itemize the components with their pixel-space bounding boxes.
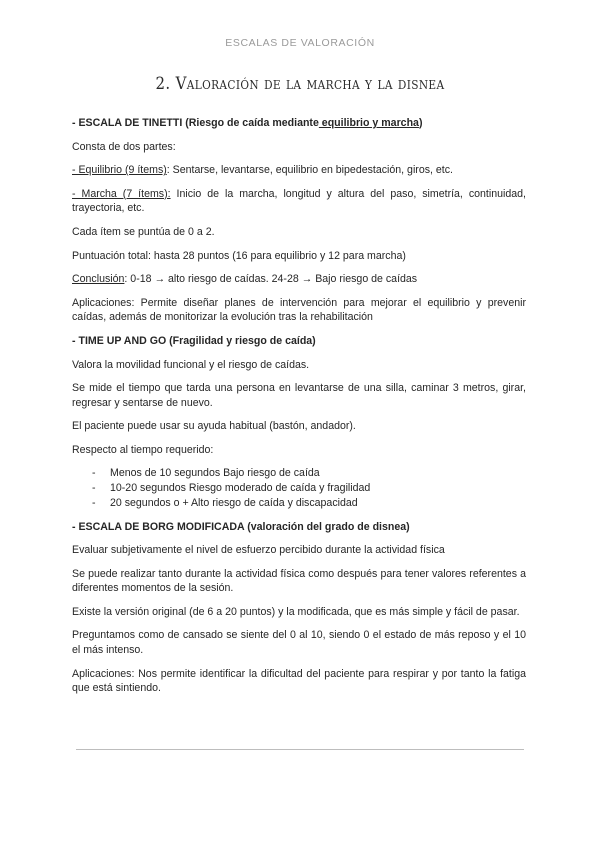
marcha-text: Inicio de la marcha, longitud y altura del paso, simetría, continuidad, trayectoria, etc. [72,187,526,215]
tug-p4: Respecto al tiempo requerido: [72,443,214,456]
borg-heading [72,520,526,535]
tug-p1: Valora la movilidad funcional y el riesgo de caídas. [72,358,310,371]
tinetti-conclusion [72,272,526,287]
equilibrio-label: - Equilibrio (9 ítems) [72,164,167,177]
borg-p1: Evaluar subjetivamente el nivel de esfuerzo percibido durante la actividad física [72,544,445,557]
equilibrio-text: : Sentarse, levantarse, equilibrio en bipedestación, giros, etc. [166,164,453,177]
tinetti-total: Puntuación total: hasta 28 puntos (16 para equilibrio y 12 para marcha) [72,249,406,262]
tug-p2: Se mide el tiempo que tarda una persona en levantarse de una silla, caminar 3 metros, girar, regresar y sentarse de nuevo. [72,382,526,409]
conclusion-label: Conclusión [72,273,125,286]
body-content [72,116,526,705]
tug-heading-text: TIME UP AND GO (Fragilidad y riesgo de caída) [78,334,316,347]
tinetti-aplicaciones: Aplicaciones: Permite diseñar planes de intervención para mejorar el equilibrio y prevenir caídas, además de monitorizar la evolución tras la rehabilitación [72,296,526,324]
heading-dash: - [72,520,79,533]
tinetti-heading-text: ESCALA DE TINETTI (Riesgo de caída mediante [78,117,319,129]
tinetti-heading-close: ) [418,117,423,129]
section-title: 2. Valoración de la marcha y la disnea [155,74,445,94]
conclusion-text: : 0-18 → alto riesgo de caídas. 24-28 → Bajo riesgo de caídas [124,273,418,286]
list-item: - 20 segundos o + Alto riesgo de caída y discapacidad [92,496,526,511]
tug-heading [72,334,526,349]
running-header: ESCALAS DE VALORACIÓN [225,37,375,49]
tug-time-list [72,466,526,511]
borg-p2: Se puede realizar tanto durante la actividad física como después para tener valores referentes a diferentes momentos de la sesión. [72,567,526,595]
heading-dash: - [72,117,79,129]
tinetti-heading [72,116,526,131]
tinetti-marcha [72,187,526,216]
tinetti-intro: Consta de dos partes: [72,140,176,153]
list-item: - Menos de 10 segundos Bajo riesgo de caída [92,466,526,481]
borg-p4: Preguntamos como de cansado se siente del 0 al 10, siendo 0 el estado de más reposo y el 10 el más intenso. [72,629,526,657]
borg-p3: Existe la versión original (de 6 a 20 puntos) y la modificada, que es más simple y fácil de pasar. [72,605,520,618]
footer-divider [76,749,524,750]
tinetti-scoring: Cada ítem se puntúa de 0 a 2. [72,225,215,238]
borg-p5: Aplicaciones: Nos permite identificar la dificultad del paciente para respirar y por tanto la fatiga que está sintiendo. [72,667,526,695]
tug-p3: El paciente puede usar su ayuda habitual (bastón, andador). [72,420,356,433]
tinetti-heading-underlined: equilibrio y marcha [318,117,419,129]
tinetti-equilibrio [72,163,526,178]
heading-dash: - [72,334,79,347]
marcha-label: - Marcha (7 ítems): [72,187,171,200]
list-item: - 10-20 segundos Riesgo moderado de caída y fragilidad [92,481,526,496]
borg-heading-text: ESCALA DE BORG MODIFICADA (valoración del grado de disnea) [78,520,410,533]
